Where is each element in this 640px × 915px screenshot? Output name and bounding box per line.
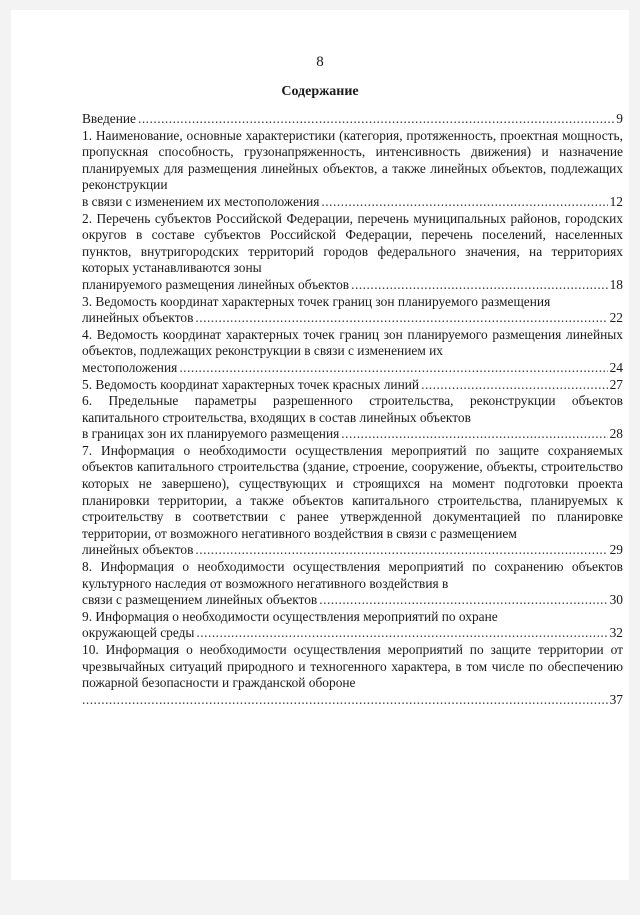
toc-entry-title: 4. Ведомость координат характерных точек границ зон планируемого размещения линейных объектов, подлежащих реконструкции в связи с изменением их — [82, 326, 623, 359]
toc-entry-title-end: в границах зон их планируемого размещения — [82, 426, 340, 442]
table-of-contents — [82, 111, 623, 708]
toc-page-number: 29 — [609, 542, 623, 558]
dot-leader — [196, 625, 607, 642]
toc-entry-title: 5. Ведомость координат характерных точек красных линий — [82, 376, 420, 392]
toc-entry-title: 1. Наименование, основные характеристики (категория, протяженность, проектная мощность, пропускная способность, грузонапряженность, интенсивность движения) и назначение планируемых для размещения линейных объектов, а также линейных объектов, подлежащих реконструкции — [82, 127, 623, 193]
toc-entry-title-end: линейных объектов — [82, 542, 194, 558]
dot-leader — [138, 111, 614, 128]
toc-entry-title: 3. Ведомость координат характерных точек границ зон планируемого размещения — [82, 293, 551, 309]
toc-entry-3[interactable] — [82, 294, 623, 327]
toc-entry-title-end: окружающей среды — [82, 625, 195, 641]
toc-entry-title-end: линейных объектов — [82, 310, 194, 326]
toc-page-number: 22 — [609, 310, 623, 326]
dot-leader — [351, 277, 607, 294]
toc-entry-title: Введение — [82, 111, 136, 126]
toc-entry-4[interactable] — [82, 327, 623, 377]
toc-entry-title: 9. Информация о необходимости осуществления мероприятий по охране — [82, 608, 498, 624]
toc-entry-2[interactable] — [82, 211, 623, 294]
dot-leader — [195, 542, 607, 559]
dot-leader — [321, 194, 607, 211]
toc-entry-10[interactable] — [82, 642, 623, 708]
toc-page-number: 24 — [609, 359, 623, 375]
toc-page-number: 18 — [609, 276, 623, 292]
toc-page-number: 30 — [609, 592, 623, 608]
toc-entry-1[interactable] — [82, 128, 623, 211]
toc-page-number: 37 — [609, 691, 623, 707]
toc-entry-title-end: местоположения — [82, 359, 178, 375]
dot-leader — [195, 310, 607, 327]
toc-page-number: 27 — [609, 376, 623, 392]
dot-leader — [341, 426, 607, 443]
toc-page-number: 12 — [609, 193, 623, 209]
toc-page-number: 28 — [609, 426, 623, 442]
document-page — [11, 10, 629, 880]
toc-page-number: 9 — [616, 111, 623, 126]
page-number: 8 — [316, 54, 324, 70]
toc-entry-title: 10. Информация о необходимости осуществления мероприятий по защите территории от чрезвычайных ситуаций природного и техногенного характера, в том числе по обеспечению пожарной безопасности и гражданской обороне — [82, 642, 623, 691]
toc-entry-title-end: в связи с изменением их местоположения — [82, 193, 320, 209]
toc-entry-8[interactable] — [82, 559, 623, 609]
dot-leader — [421, 377, 608, 394]
toc-entry-title: 6. Предельные параметры разрешенного строительства, реконструкции объектов капитального строительства, входящих в состав линейных объектов — [82, 393, 623, 425]
toc-entry-7[interactable] — [82, 443, 623, 559]
toc-entry-title-end: планируемого размещения линейных объектов — [82, 276, 350, 292]
dot-leader — [179, 360, 607, 377]
toc-entry-9[interactable] — [82, 609, 623, 642]
toc-entry-6[interactable] — [82, 393, 623, 443]
toc-entry-intro[interactable] — [82, 111, 623, 128]
toc-entry-5[interactable] — [82, 377, 623, 394]
toc-entry-title: 2. Перечень субъектов Российской Федерации, перечень муниципальных районов, городских округов в составе субъектов Российской Федерации, перечень поселений, населенных пунктов, внутригородских территорий городов федерального значения, на территориях которых устанавливаются зоны — [82, 210, 623, 276]
dot-leader — [82, 692, 608, 709]
toc-title: Содержание — [281, 84, 359, 99]
toc-entry-title: 7. Информация о необходимости осуществления мероприятий по защите сохраняемых объектов капитального строительства (здание, строение, сооружение, объекты, строительство которых не завершено), существующих и строящихся на момент подготовки проекта планировки территории, а также объектов капитального строительства, планируемых к строительству в соответствии с ранее утвержденной документацией по планировке территории, от возможного негативного воздействия в связи с размещением — [82, 442, 623, 541]
toc-entry-title: 8. Информация о необходимости осуществления мероприятий по сохранению объектов культурного наследия от возможного негативного воздействия в — [82, 559, 623, 591]
toc-page-number: 32 — [609, 625, 623, 641]
dot-leader — [319, 592, 607, 609]
toc-entry-title-end: связи с размещением линейных объектов — [82, 592, 318, 608]
